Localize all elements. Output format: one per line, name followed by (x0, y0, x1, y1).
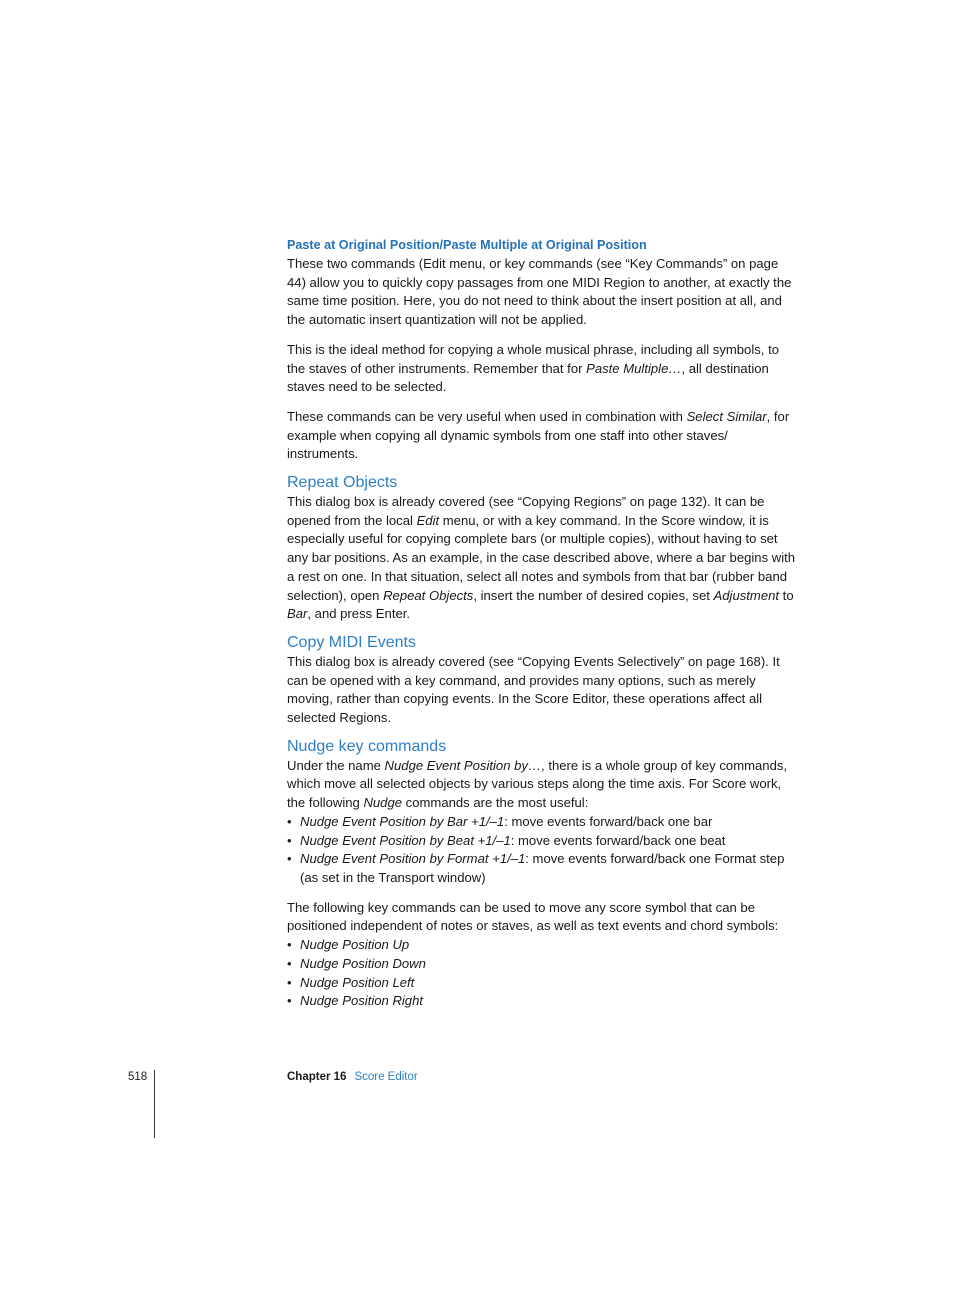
paragraph: These commands can be very useful when used in combination with Select Similar, for example when copying all dynamic symbols from one staff into other staves/ instruments. (287, 408, 790, 462)
list-item: • Nudge Event Position by Bar +1/–1: move events forward/back one bar (287, 813, 799, 832)
paragraph: This dialog box is already covered (see “Copying Regions” on page 132). It can be opened from the local Edit menu, or with a key command. In the Score window, it is especially useful for copying complete bars (or multiple copies), without having to set any bar positions. As an example, in the case described above, where a bar begins with a rest on one. In that situation, select all notes and symbols from that bar (rubber band selection), open Repeat Objects, insert the number of desired copies, set Adjustment to Bar, and press Enter. (287, 494, 796, 622)
section-heading-copy-midi-events: Copy MIDI Events (287, 633, 416, 651)
list-item: • Nudge Position Down (287, 955, 799, 974)
section-heading-nudge-key-commands: Nudge key commands (287, 737, 447, 755)
bullet: • (287, 955, 292, 971)
footer-divider (154, 1070, 155, 1138)
italic-term: Select Similar (686, 408, 767, 424)
list-item: • Nudge Position Right (287, 992, 799, 1011)
bullet: • (287, 813, 292, 829)
nudge-event-list (287, 813, 799, 888)
bullet: • (287, 851, 292, 867)
chapter-label: Chapter 16 (287, 1071, 347, 1083)
section-heading-repeat-objects: Repeat Objects (287, 474, 398, 492)
paragraph: These two commands (Edit menu, or key commands (see “Key Commands” on page 44) allow you to quickly copy passages from one MIDI Region to another, at exactly the same time position. Here, you do not need to think about the insert position at all, and the automatic insert quantization will not be applied. (287, 256, 792, 328)
bullet: • (287, 832, 292, 848)
list-item: • Nudge Position Up (287, 936, 799, 955)
bullet: • (287, 937, 292, 953)
subsection-heading-paste: Paste at Original Position/Paste Multiple at Original Position (287, 238, 647, 252)
list-item: • Nudge Event Position by Format +1/–1: move events forward/back one Format step (as set in the Transport window) (287, 851, 785, 885)
list-item: • Nudge Event Position by Beat +1/–1: move events forward/back one beat (287, 832, 799, 851)
page-content (287, 236, 799, 1011)
chapter-title: Score Editor (354, 1071, 418, 1083)
paragraph: This is the ideal method for copying a whole musical phrase, including all symbols, to the staves of other instruments. Remember that for Paste Multiple…, all destination staves need to be selected. (287, 341, 779, 395)
nudge-position-list (287, 936, 799, 1011)
paragraph: The following key commands can be used to move any score symbol that can be positioned independent of notes or staves, as well as text events and chord symbols: (287, 899, 779, 934)
paragraph: This dialog box is already covered (see “Copying Events Selectively” on page 168). It can be opened with a key command, and provides many options, such as merely moving, rather than copying events. In the Score Editor, these operations affect all selected Regions. (287, 653, 780, 726)
bullet: • (287, 993, 292, 1009)
list-item: • Nudge Position Left (287, 974, 799, 993)
italic-term: Paste Multiple… (586, 360, 682, 376)
paragraph: Under the name Nudge Event Position by…, there is a whole group of key commands, which move all selected objects by various steps along the time axis. For Score work, the following Nudge commands are the most useful: (287, 757, 788, 811)
page-number: 518 (128, 1071, 148, 1083)
bullet: • (287, 974, 292, 990)
footer (287, 1069, 418, 1085)
